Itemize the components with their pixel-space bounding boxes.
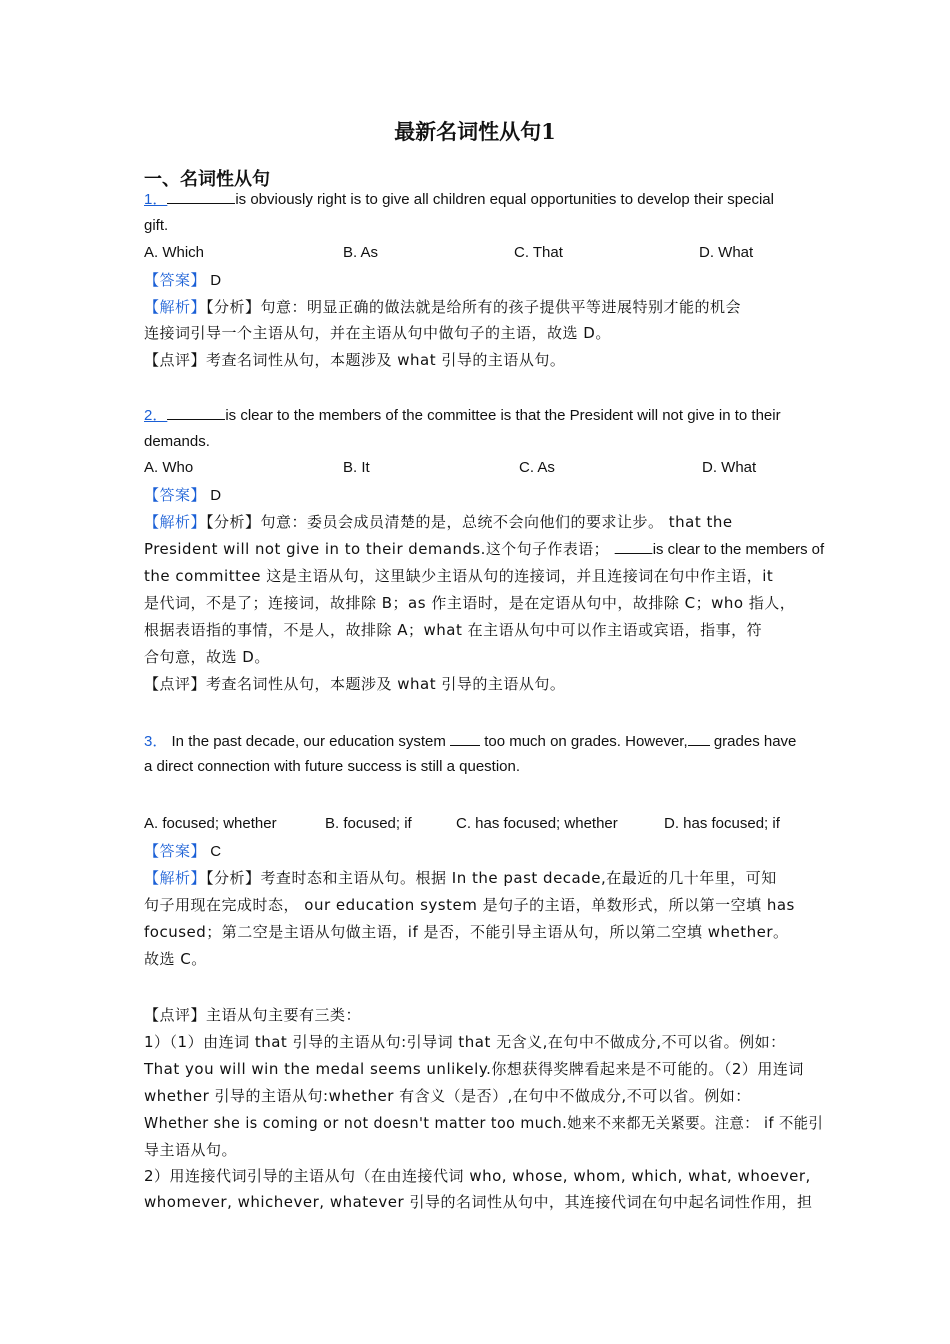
analysis-text: 【分析】考查时态和主语从句。根据 In the past decade,在最近的几十年里，可知	[206, 869, 777, 887]
q2-option-c: C. As	[519, 459, 555, 476]
q3-analysis-line4: 故选 C。	[144, 950, 207, 968]
q1-option-c: C. That	[514, 244, 563, 261]
answer-value: D	[210, 487, 222, 504]
blank	[167, 405, 225, 420]
page-title: 最新名词性从句1	[394, 119, 556, 144]
blank	[688, 731, 710, 746]
q2-analysis-line3: the committee 这是主语从句，这里缺少主语从句的连接词，并且连接词在句中作主语，it	[144, 567, 774, 585]
analysis-text: is clear to the members of	[652, 541, 825, 558]
answer-label: 【答案】	[144, 271, 207, 289]
q2-analysis-line5: 根据表语指的事情，不是人，故排除 A；what 在主语从句中可以作主语或宾语，指事，符	[144, 621, 763, 639]
question-2-text-cont: demands.	[144, 433, 210, 450]
q1-analysis-cont: 连接词引导一个主语从句，并在主语从句中做句子的主语，故选 D。	[144, 324, 611, 342]
answer-value: D	[210, 272, 222, 289]
analysis-text: 【分析】句意：委员会成员清楚的是，总统不会向他们的要求让步。 that the	[206, 513, 733, 531]
q3-comment-line5: Whether she is coming or not doesn't matter too much.她来不来都无关紧要。注意： if 不能引	[144, 1114, 824, 1132]
q2-analysis	[144, 512, 810, 532]
q1-answer	[144, 270, 810, 291]
q3-comment-line6: 导主语从句。	[144, 1141, 238, 1159]
analysis-label: 【解析】	[144, 869, 207, 887]
q3-option-a: A. focused; whether	[144, 815, 277, 832]
section-heading: 一、名词性从句	[144, 169, 270, 190]
q2-analysis-line2	[144, 539, 825, 560]
question-2-number[interactable]: 2．	[144, 407, 168, 424]
q2-option-a: A. Who	[144, 459, 194, 476]
analysis-label: 【解析】	[144, 513, 207, 531]
q3-comment: 【点评】主语从句主要有三类：	[144, 1006, 362, 1024]
answer-label: 【答案】	[144, 486, 207, 504]
blank	[615, 539, 653, 554]
q2-analysis-line4: 是代词，不是了；连接词，故排除 B；as 作主语时，是在定语从句中，故排除 C；who 指人，	[144, 594, 796, 612]
q2-option-d: D. What	[702, 459, 757, 476]
question-2-text: is clear to the members of the committee is that the President will not give in to their	[225, 407, 781, 424]
answer-label: 【答案】	[144, 842, 207, 860]
blank	[167, 189, 235, 204]
q3-analysis	[144, 868, 810, 888]
q1-option-a: A. Which	[144, 244, 205, 261]
question-1-text: is obviously right is to give all children equal opportunities to develop their special	[235, 191, 774, 208]
analysis-text: 【分析】句意：明显正确的做法就是给所有的孩子提供平等进展特别才能的机会	[206, 298, 742, 316]
blank	[450, 731, 480, 746]
question-1	[144, 189, 810, 210]
q3-analysis-line2: 句子用现在完成时态， our education system 是句子的主语，单数形式，所以第一空填 has	[144, 896, 795, 914]
q1-comment: 【点评】考查名词性从句，本题涉及 what 引导的主语从句。	[144, 351, 566, 369]
q1-option-b: B. As	[343, 244, 379, 261]
answer-value: C	[210, 843, 222, 860]
question-3-text-cont: a direct connection with future success is still a question.	[144, 758, 521, 775]
q3-comment-line7: 2）用连接代词引导的主语从句（在由连接代词 who, whose, whom, which, what, whoever,	[144, 1167, 811, 1185]
q3-comment-line4: whether 引导的主语从句:whether 有含义（是否）,在句中不做成分,不可以省。例如：	[144, 1087, 751, 1105]
q3-option-c: C. has focused; whether	[456, 815, 618, 832]
question-2	[144, 405, 810, 426]
q2-option-b: B. It	[343, 459, 370, 476]
q2-answer	[144, 485, 810, 506]
question-3-number[interactable]: 3．	[144, 733, 168, 750]
question-1-text-cont: gift.	[144, 217, 169, 234]
q1-option-d: D. What	[699, 244, 754, 261]
q1-analysis	[144, 297, 810, 317]
analysis-text: President will not give in to their demands.这个句子作表语；	[144, 540, 610, 558]
q3-comment-line3: That you will win the medal seems unlikely.你想获得奖牌看起来是不可能的。（2）用连词	[144, 1060, 804, 1078]
q3-comment-line8: whomever, whichever, whatever 引导的名词性从句中，其连接代词在句中起名词性作用，担	[144, 1193, 813, 1211]
question-3-text: grades have	[709, 733, 797, 750]
analysis-label: 【解析】	[144, 298, 207, 316]
question-1-number[interactable]: 1．	[144, 191, 168, 208]
q2-analysis-line6: 合句意，故选 D。	[144, 648, 270, 666]
question-3-text: too much on grades. However,	[480, 733, 688, 750]
question-3-text: In the past decade, our education system	[171, 733, 451, 750]
q3-answer	[144, 841, 810, 862]
question-3	[144, 731, 810, 752]
q3-option-b: B. focused; if	[325, 815, 412, 832]
q3-comment-line2: 1）（1）由连词 that 引导的主语从句:引导词 that 无含义,在句中不做成分,不可以省。例如：	[144, 1033, 786, 1051]
q3-analysis-line3: focused；第二空是主语从句做主语，if 是否，不能引导主语从句，所以第二空填 whether。	[144, 923, 789, 941]
q3-option-d: D. has focused; if	[664, 815, 780, 832]
q2-comment: 【点评】考查名词性从句，本题涉及 what 引导的主语从句。	[144, 675, 566, 693]
